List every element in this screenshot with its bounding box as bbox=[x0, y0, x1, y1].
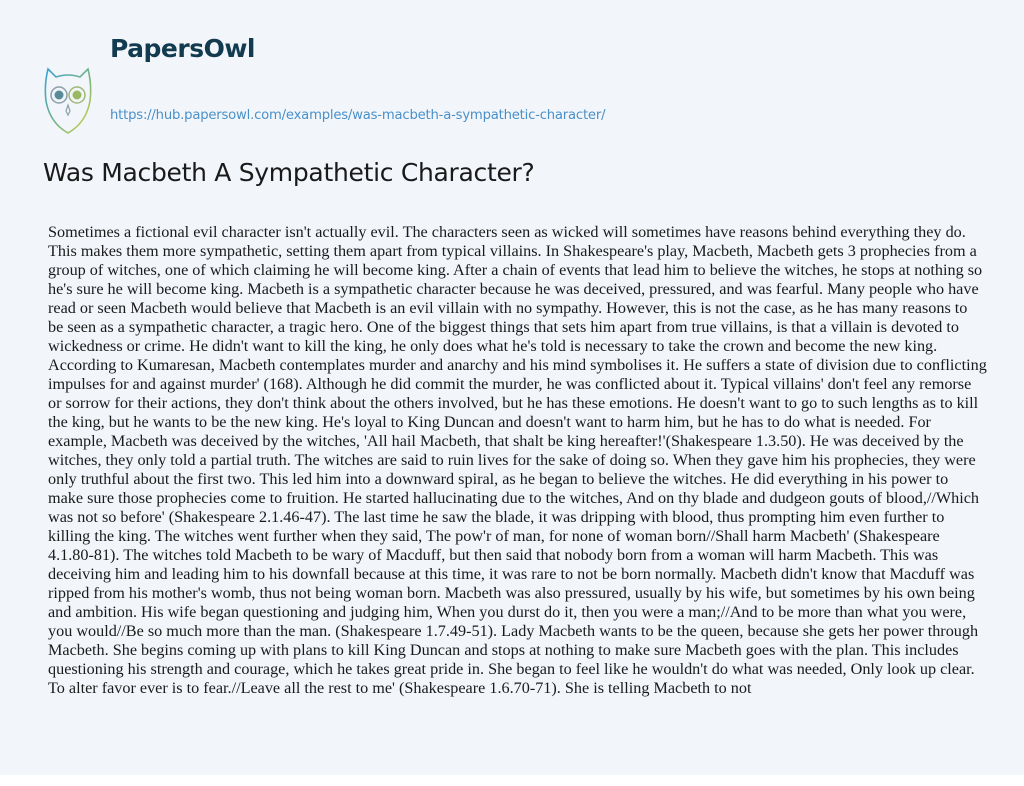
essay-body bbox=[48, 223, 987, 698]
body-text-line: Macbeth. She begins coming up with plans to kill King Duncan and stops at nothing to make sure Macbeth goes with the plan. This includes bbox=[48, 641, 959, 659]
owl-logo-icon bbox=[42, 65, 94, 137]
body-text-line: be seen as a sympathetic character, a tragic hero. One of the biggest things that sets him apart from true villains, is that a villain is devoted to bbox=[48, 318, 959, 336]
body-text-line: was not so before' (Shakespeare 2.1.46-47). The last time he saw the blade, it was dripping with blood, thus prompting him even further to bbox=[48, 508, 945, 526]
body-text-line: deceiving him and leading him to his downfall because at this time, it was rare to not be born normally. Macbeth didn't know that Macduff was bbox=[48, 565, 975, 583]
page-title: Was Macbeth A Sympathetic Character? bbox=[43, 158, 535, 187]
body-text-line: and ambition. His wife began questioning and judging him, When you durst do it, then you were a man;//And to be more than what you were, bbox=[48, 603, 967, 621]
body-text-line: wickedness or crime. He didn't want to kill the king, he only does what he's told is necessary to take the crown and become the new king. bbox=[48, 337, 938, 355]
body-text-line: Sometimes a fictional evil character isn't actually evil. The characters seen as wicked will sometimes have reasons behind everything they do. bbox=[48, 223, 966, 241]
body-text-line: only truthful about the first two. This led him into a downward spiral, as he began to believe the witches. He did everything in his power to bbox=[48, 470, 949, 488]
body-text-line: witches, they only told a partial truth. The witches are said to ruin lives for the sake of doing so. When they gave him his prophecies, they were bbox=[48, 451, 976, 469]
body-text-line: make sure those prophecies come to fruition. He started hallucinating due to the witches, And on thy blade and dudgeon gouts of blood,//Which bbox=[48, 489, 980, 507]
brand-name: PapersOwl bbox=[110, 34, 255, 63]
body-text-line: the king, but he wants to be the new king. He's loyal to King Duncan and doesn't want to harm him, but he has to do what is needed. For bbox=[48, 413, 931, 431]
body-text-line: This makes them more sympathetic, setting them apart from typical villains. In Shakespeare's play, Macbeth, Macbeth gets 3 prophecies from a bbox=[48, 242, 977, 260]
body-text-line: questioning his strength and courage, which he takes great pride in. She began to feel like he wouldn't do what was needed, Only look up clear. bbox=[48, 660, 975, 678]
body-text-line: To alter favor ever is to fear.//Leave all the rest to me' (Shakespeare 1.6.70-71). She is telling Macbeth to not bbox=[48, 679, 752, 697]
body-text-line: or sorrow for their actions, they don't think about the others involved, but he has these emotions. He doesn't want to go to such lengths as to kill bbox=[48, 394, 979, 412]
body-text-line: impulses for and against murder' (168). Although he did commit the murder, he was conflicted about it. Typical villains' don't feel any remorse bbox=[48, 375, 972, 393]
source-url-link[interactable]: https://hub.papersowl.com/examples/was-macbeth-a-sympathetic-character/ bbox=[110, 108, 606, 123]
body-text-line: read or seen Macbeth would believe that Macbeth is an evil villain with no sympathy. However, this is not the case, as he has many reasons to bbox=[48, 299, 968, 317]
body-text-line: 4.1.80-81). The witches told Macbeth to be wary of Macduff, but then said that nobody born from a woman will harm Macbeth. This was bbox=[48, 546, 939, 564]
body-text-line: group of witches, one of which claiming he will become king. After a chain of events that lead him to believe the witches, he stops at nothing so bbox=[48, 261, 983, 279]
body-text-line: According to Kumaresan, Macbeth contemplates murder and anarchy and his mind symbolises it. He suffers a state of division due to conflicting bbox=[48, 356, 987, 374]
body-text-line: killing the king. The witches went further when they said, The pow'r of man, for none of woman born//Shall harm Macbeth' (Shakespeare bbox=[48, 527, 940, 545]
body-text-line: ripped from his mother's womb, thus not being woman born. Macbeth was also pressured, usually by his wife, but sometimes by his own being bbox=[48, 584, 975, 602]
body-text-line: you would//Be so much more than the man. (Shakespeare 1.7.49-51). Lady Macbeth wants to be the queen, because she gets her power through bbox=[48, 622, 979, 640]
body-text-line: example, Macbeth was deceived by the witches, 'All hail Macbeth, that shalt be king hereafter!'(Shakespeare 1.3.50). He was deceived by the bbox=[48, 432, 964, 450]
body-text-line: he's sure he will become king. Macbeth is a sympathetic character because he was deceived, pressured, and was fearful. Many people who have bbox=[48, 280, 979, 298]
